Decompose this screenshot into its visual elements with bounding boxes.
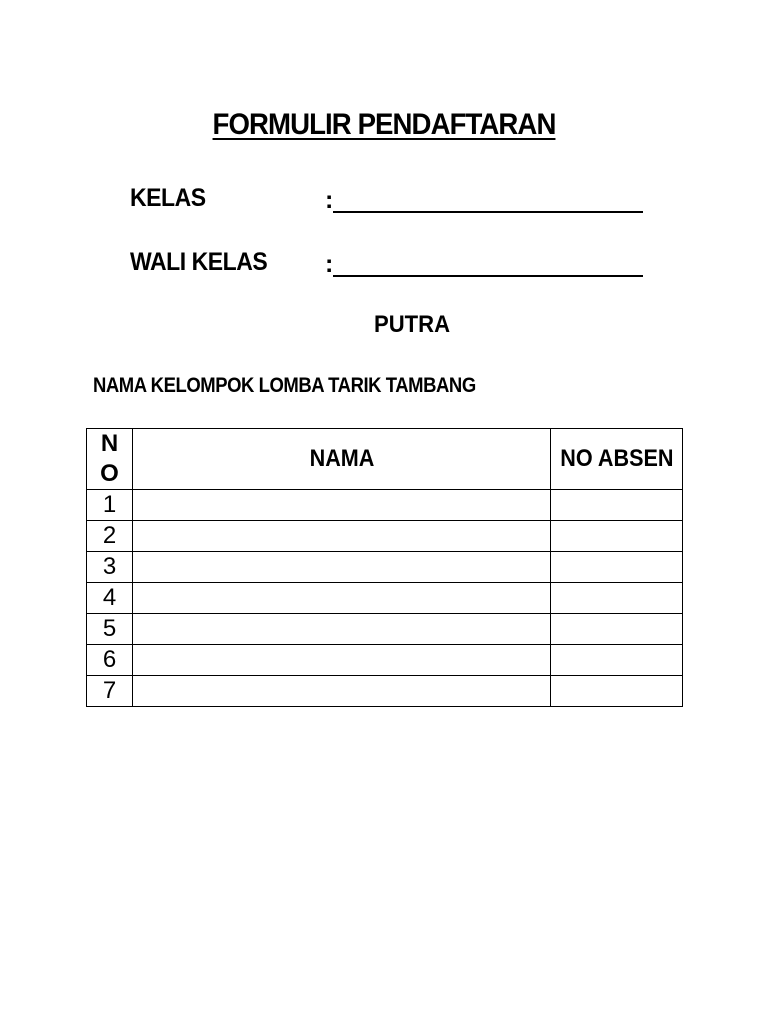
row-number: 1 (87, 490, 133, 521)
no-absen-cell[interactable] (551, 676, 683, 707)
header-no-absen (551, 429, 683, 490)
table-row (87, 521, 683, 552)
form-title (31, 108, 738, 142)
table-row (87, 676, 683, 707)
nama-cell[interactable] (133, 521, 551, 552)
wali-kelas-colon: : (325, 250, 334, 278)
header-no (87, 429, 133, 490)
kelas-label: KELAS (130, 184, 206, 212)
nama-cell[interactable] (133, 583, 551, 614)
table-row (87, 552, 683, 583)
nama-cell[interactable] (133, 614, 551, 645)
kelas-field[interactable] (333, 211, 643, 213)
header-nama (133, 429, 551, 490)
row-number: 5 (87, 614, 133, 645)
table-row (87, 490, 683, 521)
group-title: NAMA KELOMPOK LOMBA TARIK TAMBANG (93, 374, 476, 397)
nama-cell[interactable] (133, 676, 551, 707)
no-absen-cell[interactable] (551, 490, 683, 521)
header-no-absen-label: NO ABSEN (559, 445, 674, 472)
header-no-line2: O (100, 460, 119, 487)
no-absen-cell[interactable] (551, 614, 683, 645)
wali-kelas-field[interactable] (333, 275, 643, 277)
row-number: 7 (87, 676, 133, 707)
table-row (87, 583, 683, 614)
registration-table (86, 428, 683, 707)
no-absen-cell[interactable] (551, 552, 683, 583)
no-absen-cell[interactable] (551, 583, 683, 614)
header-nama-label: NAMA (309, 445, 374, 472)
table-header-row (87, 429, 683, 490)
wali-kelas-label: WALI KELAS (130, 248, 268, 276)
kelas-colon: : (325, 186, 334, 214)
no-absen-cell[interactable] (551, 645, 683, 676)
header-no-line1: N (100, 430, 119, 457)
table-row (87, 614, 683, 645)
nama-cell[interactable] (133, 490, 551, 521)
nama-cell[interactable] (133, 552, 551, 583)
no-absen-cell[interactable] (551, 521, 683, 552)
category-heading: PUTRA (373, 311, 451, 338)
row-number: 4 (87, 583, 133, 614)
row-number: 3 (87, 552, 133, 583)
nama-cell[interactable] (133, 645, 551, 676)
form-title-text: FORMULIR PENDAFTARAN (212, 108, 556, 141)
row-number: 2 (87, 521, 133, 552)
row-number: 6 (87, 645, 133, 676)
table-row (87, 645, 683, 676)
